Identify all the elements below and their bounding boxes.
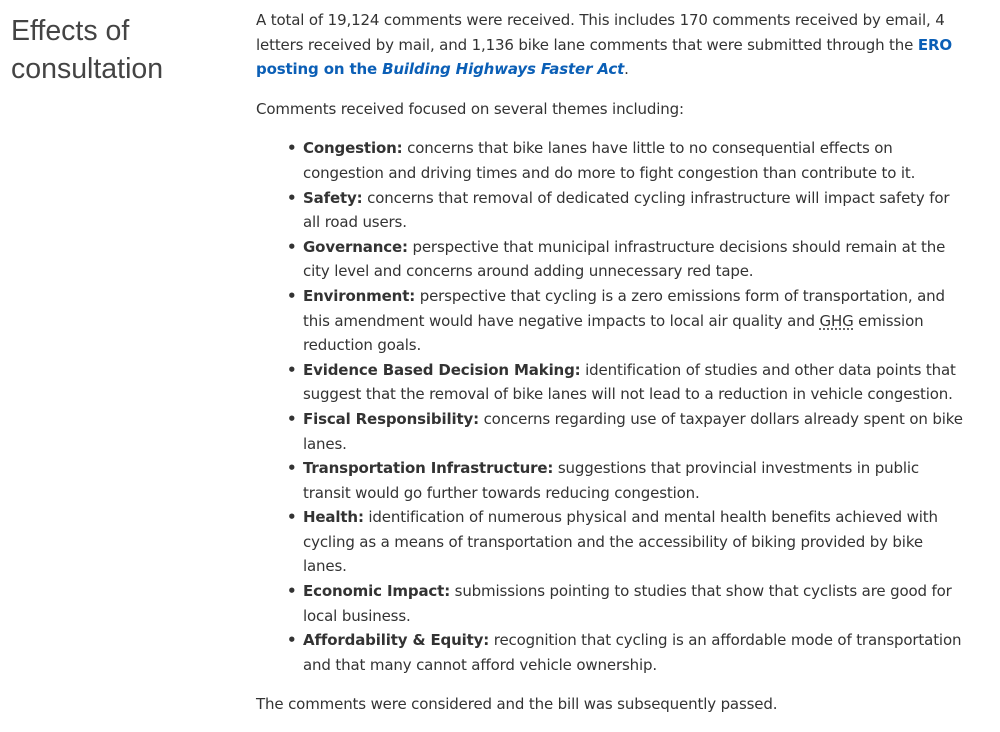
theme-item-health (303, 505, 968, 579)
theme-text: concerns that removal of dedicated cycling infrastructure will impact safety for all road users. (303, 188, 950, 232)
theme-text: concerns that bike lanes have little to no consequential effects on congestion and driving times and do more to fight congestion than contribute to it. (303, 139, 916, 182)
theme-label: Affordability & Equity: (303, 631, 490, 650)
theme-item-affordability (303, 628, 968, 677)
theme-label: Fiscal Responsibility: (303, 409, 479, 428)
theme-label: Governance: (303, 237, 408, 256)
theme-text-end: emission reduction goals. (303, 311, 924, 355)
theme-text: submissions pointing to studies that show that cyclists are good for local business. (303, 582, 952, 625)
intro-paragraph (256, 8, 968, 82)
theme-text: identification of numerous physical and mental health benefits achieved with cycling as a means of transportation and the accessibility of biking provided by bike lanes. (303, 508, 938, 576)
theme-text: perspective that cycling is a zero emissions form of transportation, and this amendment would have negative impacts to local air quality and (303, 286, 945, 330)
themes-intro: Comments received focused on several themes including: (256, 99, 684, 118)
theme-label: Health: (303, 508, 364, 527)
act-name: Building Highways Faster Act (382, 60, 625, 79)
ghg-abbreviation[interactable]: GHG (819, 311, 854, 330)
theme-item-fiscal (303, 407, 968, 456)
theme-text: perspective that municipal infrastructure decisions should remain at the city level and concerns around adding unnecessary red tape. (303, 237, 946, 281)
theme-text: suggestions that provincial investments in public transit would go further towards reducing congestion. (303, 459, 919, 502)
theme-item-governance (303, 235, 968, 284)
theme-label: Environment: (303, 286, 416, 305)
theme-item-environment (303, 284, 968, 358)
theme-item-economic (303, 579, 968, 628)
theme-item-transportation (303, 456, 968, 505)
intro-text: A total of 19,124 comments were received. This includes 170 comments received by email, 4 letters received by mail, and 1,136 bike lane comments that were submitted through the (256, 11, 945, 54)
theme-item-evidence (303, 358, 968, 407)
section-heading: Effects of consultation (11, 15, 164, 85)
ero-link-text: ERO posting on the (256, 35, 952, 79)
section-content (256, 8, 968, 732)
theme-label: Congestion: (303, 139, 403, 158)
theme-item-safety (303, 186, 968, 235)
intro-period: . (624, 60, 629, 79)
theme-text: recognition that cycling is an affordable mode of transportation and that many cannot afford vehicle ownership. (303, 631, 962, 674)
conclusion-paragraph: The comments were considered and the bill was subsequently passed. (256, 695, 778, 714)
theme-item-congestion (303, 136, 968, 185)
theme-text: concerns regarding use of taxpayer dollars already spent on bike lanes. (303, 409, 963, 453)
themes-list (256, 136, 968, 677)
theme-label: Transportation Infrastructure: (303, 459, 554, 478)
theme-label: Evidence Based Decision Making: (303, 360, 581, 379)
theme-text: identification of studies and other data points that suggest that the removal of bike lanes will not lead to a reduction in vehicle congestion. (303, 360, 956, 404)
theme-label: Safety: (303, 188, 363, 207)
theme-label: Economic Impact: (303, 582, 451, 601)
